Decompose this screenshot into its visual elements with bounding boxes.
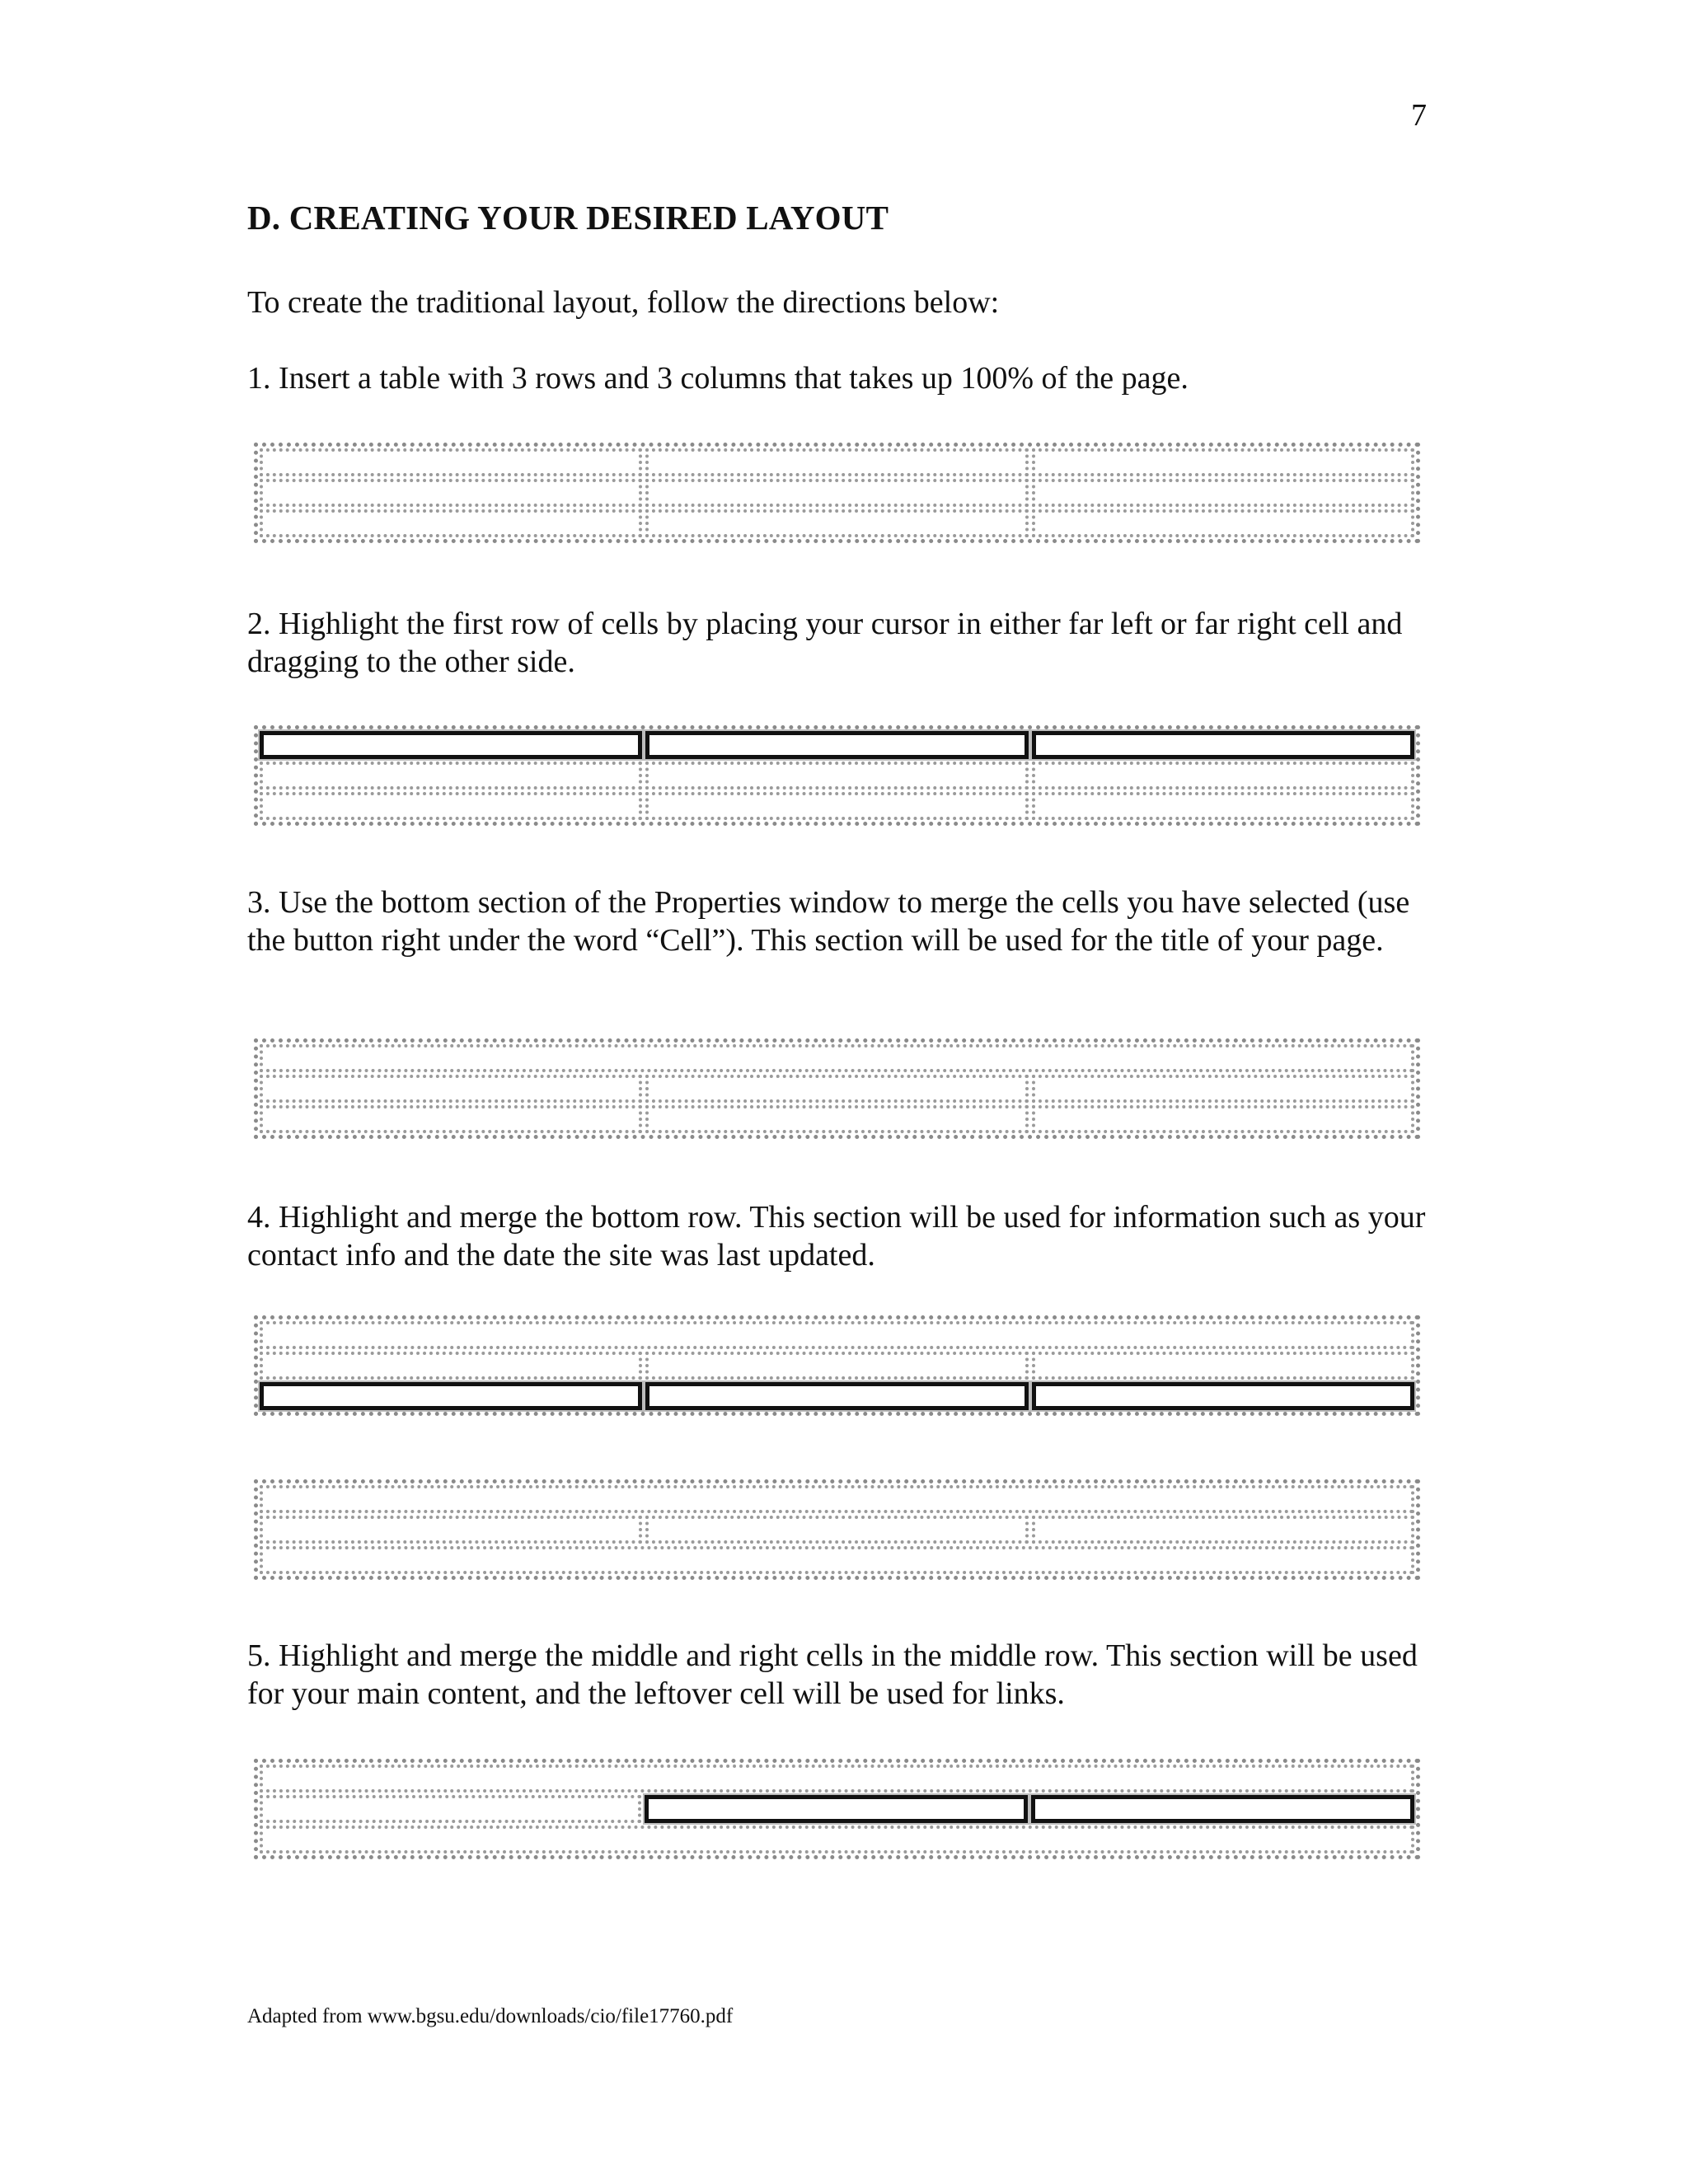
table-cell — [260, 479, 642, 507]
table-cell — [645, 1075, 1028, 1103]
table-row — [260, 1485, 1414, 1513]
table-cell — [260, 792, 642, 820]
table-cell — [260, 1516, 642, 1544]
merged-cell — [260, 1765, 1414, 1793]
table-cell — [645, 448, 1028, 476]
table-row — [260, 1321, 1414, 1349]
table-cell — [1032, 448, 1414, 476]
table-cell — [260, 1075, 642, 1103]
selected-cell — [645, 1382, 1028, 1410]
table-cell — [645, 1105, 1028, 1133]
table-row — [260, 1516, 1414, 1544]
merged-cell — [260, 1321, 1414, 1349]
merged-cell — [260, 1825, 1414, 1854]
table-row — [260, 1546, 1414, 1574]
section-heading: D. CREATING YOUR DESIRED LAYOUT — [247, 199, 889, 237]
table-bottom-row-selected — [254, 1315, 1420, 1416]
selected-cell — [260, 731, 642, 759]
table-cell — [1032, 509, 1414, 537]
merged-cell — [260, 1546, 1414, 1574]
table-cell — [1032, 1075, 1414, 1103]
table-cell — [260, 1795, 641, 1823]
table-cell — [260, 762, 642, 790]
step-1-text: 1. Insert a table with 3 rows and 3 columns that takes up 100% of the page. — [247, 361, 1189, 396]
page-number: 7 — [1411, 98, 1427, 133]
table-cell — [1032, 479, 1414, 507]
table-cell — [645, 1352, 1028, 1380]
step-5-text: 5. Highlight and merge the middle and right cells in the middle row. This section will be used for your main content, and the leftover cell will be used for links. — [247, 1638, 1418, 1711]
table-cell — [1032, 762, 1414, 790]
table-cell — [260, 1105, 642, 1133]
selected-cell — [1032, 1382, 1414, 1410]
table-row — [260, 1795, 1414, 1823]
merged-cell — [260, 1044, 1414, 1072]
table-row — [260, 1044, 1414, 1072]
table-row — [260, 731, 1414, 759]
step-2-text: 2. Highlight the first row of cells by placing your cursor in either far left or far right cell and dragging to the other side. — [247, 607, 1403, 679]
selected-cell — [260, 1382, 642, 1410]
selected-cell — [1031, 1795, 1414, 1823]
table-bottom-row-merged — [254, 1479, 1420, 1580]
table-3x3 — [254, 443, 1420, 543]
table-row — [260, 792, 1414, 820]
selected-cell — [645, 731, 1028, 759]
table-cell — [645, 509, 1028, 537]
table-first-row-selected — [254, 725, 1420, 826]
table-row — [260, 509, 1414, 537]
table-row — [260, 1765, 1414, 1793]
table-row — [260, 1825, 1414, 1854]
table-top-row-merged — [254, 1038, 1420, 1139]
selected-cell — [1032, 731, 1414, 759]
table-row — [260, 1105, 1414, 1133]
table-row — [260, 1075, 1414, 1103]
table-cell — [1032, 792, 1414, 820]
table-cell — [645, 792, 1028, 820]
table-row — [260, 448, 1414, 476]
table-row — [260, 1382, 1414, 1410]
table-cell — [645, 479, 1028, 507]
table-middle-cells-selected — [254, 1759, 1420, 1859]
table-cell — [645, 1516, 1028, 1544]
table-cell — [260, 509, 642, 537]
table-cell — [645, 762, 1028, 790]
table-cell — [1032, 1516, 1414, 1544]
table-row — [260, 479, 1414, 507]
table-cell — [1032, 1352, 1414, 1380]
table-cell — [260, 448, 642, 476]
step-3-text: 3. Use the bottom section of the Properties window to merge the cells you have selected (use the button right under the word “Cell”). This section will be used for the title of your page. — [247, 885, 1410, 958]
table-row — [260, 1352, 1414, 1380]
merged-cell — [260, 1485, 1414, 1513]
step-4-text: 4. Highlight and merge the bottom row. This section will be used for information such as your contact info and the date the site was last updated. — [247, 1200, 1426, 1272]
table-row — [260, 762, 1414, 790]
table-cell — [260, 1352, 642, 1380]
footer-source: Adapted from www.bgsu.edu/downloads/cio/file17760.pdf — [247, 2005, 734, 2027]
intro-text: To create the traditional layout, follow the directions below: — [247, 285, 1000, 320]
selected-cell — [645, 1795, 1028, 1823]
table-cell — [1032, 1105, 1414, 1133]
